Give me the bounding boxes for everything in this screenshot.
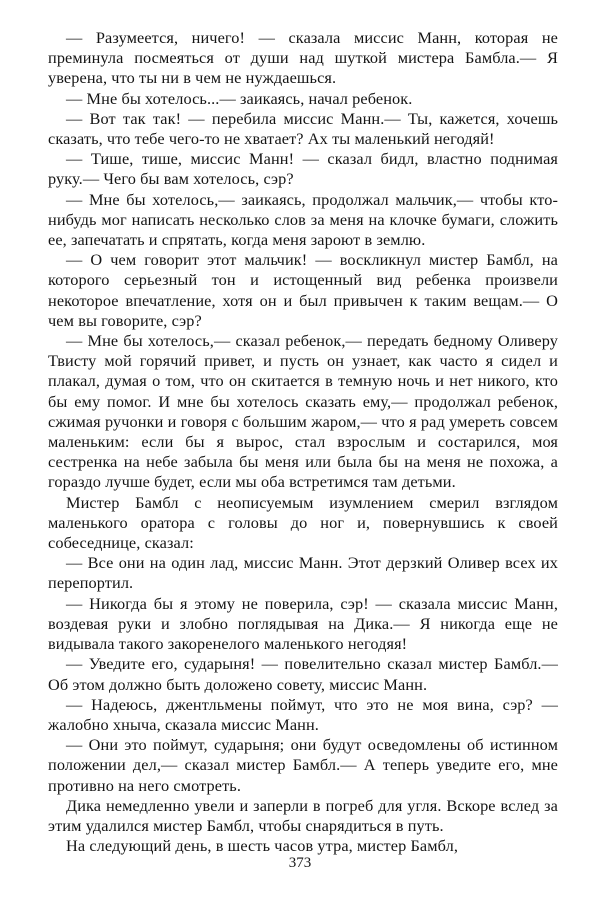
paragraph-12: — Надеюсь, джентльмены поймут, что это не моя вина, сэр? — жалобно хныча, сказала миссис Манн. — [48, 694, 558, 734]
page-number: 373 — [288, 855, 312, 871]
paragraph-1: — Разумеется, ничего! — сказала миссис Манн, которая не преминула посмеяться от души над шуткой мистера Бамбла.— Я уверена, что ты ни в чем не нуждаешься. — [48, 28, 558, 88]
paragraph-11: — Уведите его, сударыня! — повелительно сказал мистер Бамбл.— Об этом должно быть доложено совету, миссис Манн. — [48, 654, 558, 694]
paragraph-8: Мистер Бамбл с неописуемым изумлением смерил взглядом маленького оратора с головы до ног и, повернувшись к своей собеседнице, сказал: — [48, 492, 558, 553]
paragraph-6: — О чем говорит этот мальчик! — воскликнул мистер Бамбл, на которого серьезный тон и истощенный вид ребенка произвели некоторое впечатление, хотя он и был привычен к таким вещам.— О чем вы говорите, сэр? — [48, 250, 558, 330]
paragraph-14: Дика немедленно увели и заперли в погреб для угля. Вскоре вслед за этим удалился мистер Бамбл, чтобы снарядиться в путь. — [48, 795, 558, 835]
paragraph-3: — Вот так так! — перебила миссис Манн.— Ты, кажется, хочешь сказать, что тебе чего-то не хватает? Ах ты маленький негодяй! — [48, 108, 558, 149]
body-text — [48, 28, 558, 856]
paragraph-10: — Никогда бы я этому не поверила, сэр! — сказала миссис Манн, воздевая руки и злобно поглядывая на Дика.— Я никогда еще не видывала такого закоренелого маленького негодяя! — [48, 593, 558, 654]
paragraph-9: — Все они на один лад, миссис Манн. Этот дерзкий Оливер всех их перепортил. — [48, 553, 558, 593]
paragraph-5: — Мне бы хотелось,— заикаясь, продолжал мальчик,— чтобы кто-нибудь мог написать несколько слов за меня на клочке бумаги, сложить ее, запечатать и спрятать, когда меня зароют в землю. — [48, 189, 558, 250]
paragraph-13: — Они это поймут, сударыня; они будут осведомлены об истинном положении дел,— сказал мистер Бамбл.— А теперь уведите его, мне противно на него смотреть. — [48, 735, 558, 795]
paragraph-7: — Мне бы хотелось,— сказал ребенок,— передать бедному Оливеру Твисту мой горячий привет, и пусть он узнает, как часто я сидел и плакал, думая о том, что он скитается в темную ночь и нет никого, кто бы ему помог. И мне бы хотелось сказать ему,— продолжал ребенок, сжимая ручонки и говоря с большим жаром,— что я рад умереть совсем маленьким: если бы я вырос, стал взрослым и состарился, моя сестренка на небе забыла бы меня или была бы на меня не похожа, а гораздо лучше будет, если мы оба встретимся там детьми. — [48, 331, 558, 492]
paragraph-15: На следующий день, в шесть часов утра, мистер Бамбл, — [66, 836, 459, 856]
paragraph-2: — Мне бы хотелось...— заикаясь, начал ребенок. — [66, 88, 413, 108]
paragraph-4: — Тише, тише, миссис Манн! — сказал бидл, властно поднимая руку.— Чего бы вам хотелось, сэр? — [48, 149, 558, 189]
